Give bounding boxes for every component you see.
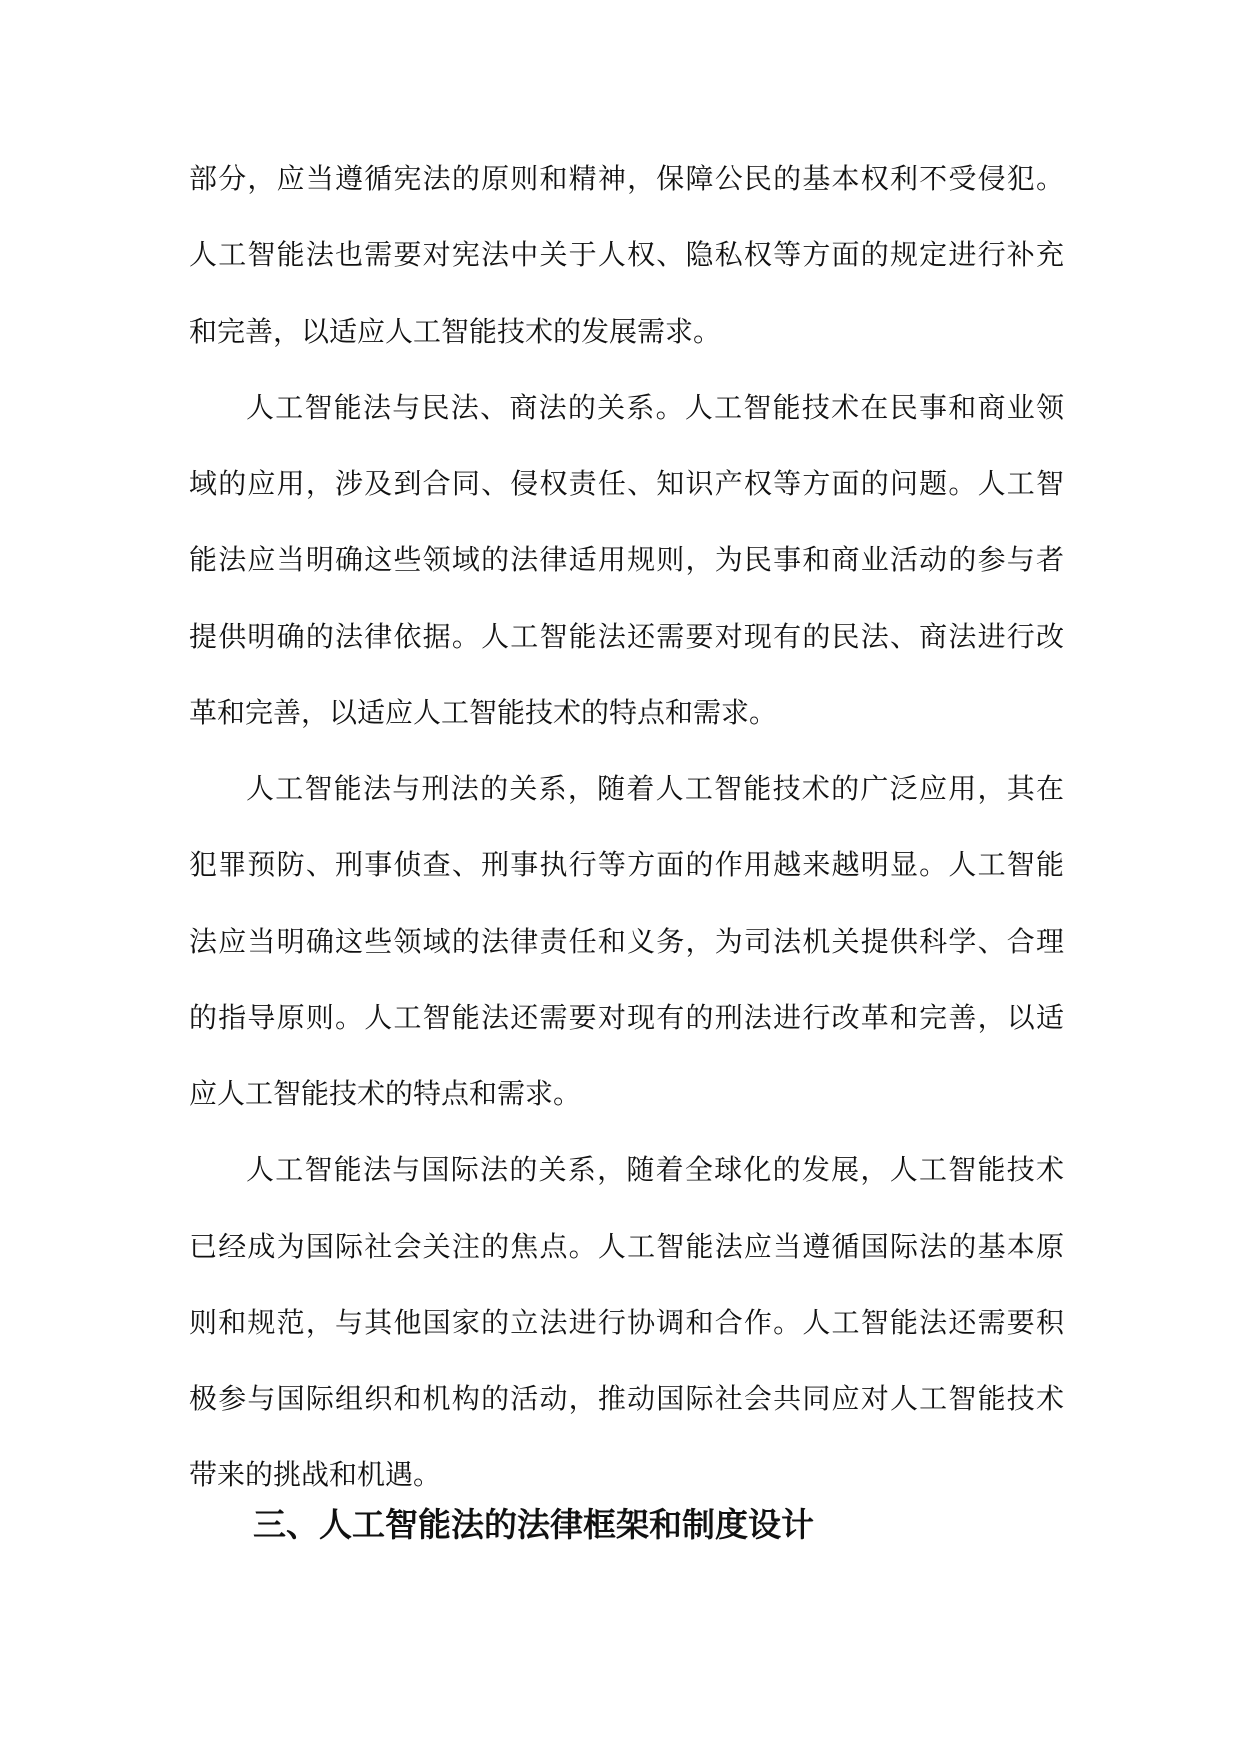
text-line: 犯罪预防、刑事侦查、刑事执行等方面的作用越来越明显。人工智能	[189, 848, 1064, 882]
text-line: 人工智能法与刑法的关系，随着人工智能技术的广泛应用，其在	[246, 772, 1064, 805]
text-line: 革和完善，以适应人工智能技术的特点和需求。	[189, 695, 778, 729]
text-line: 和完善，以适应人工智能技术的发展需求。	[189, 314, 722, 348]
section-heading: 三、人工智能法的法律框架和制度设计	[253, 1505, 814, 1544]
text-line: 人工智能法与民法、商法的关系。人工智能技术在民事和商业领	[246, 390, 1064, 424]
text-line: 法应当明确这些领域的法律责任和义务，为司法机关提供科学、合理	[189, 924, 1064, 958]
text-line: 已经成为国际社会关注的焦点。人工智能法应当遵循国际法的基本原	[189, 1229, 1064, 1263]
text-line: 提供明确的法律依据。人工智能法还需要对现有的民法、商法进行改	[189, 619, 1064, 653]
text-line: 应人工智能技术的特点和需求。	[189, 1077, 582, 1110]
text-line: 人工智能法也需要对宪法中关于人权、隐私权等方面的规定进行补充	[189, 238, 1064, 272]
text-line: 能法应当明确这些领域的法律适用规则，为民事和商业活动的参与者	[189, 543, 1064, 577]
body-text	[189, 141, 1064, 1514]
text-line: 人工智能法与国际法的关系，随着全球化的发展，人工智能技术	[246, 1153, 1064, 1187]
text-line: 极参与国际组织和机构的活动，推动国际社会共同应对人工智能技术	[189, 1382, 1064, 1415]
text-line: 带来的挑战和机遇。	[189, 1458, 442, 1492]
text-line: 则和规范，与其他国家的立法进行协调和合作。人工智能法还需要积	[189, 1305, 1064, 1339]
text-line: 的指导原则。人工智能法还需要对现有的刑法进行改革和完善，以适	[189, 1000, 1064, 1034]
text-line: 部分，应当遵循宪法的原则和精神，保障公民的基本权利不受侵犯。	[189, 162, 1064, 195]
text-line: 域的应用，涉及到合同、侵权责任、知识产权等方面的问题。人工智	[189, 467, 1064, 500]
